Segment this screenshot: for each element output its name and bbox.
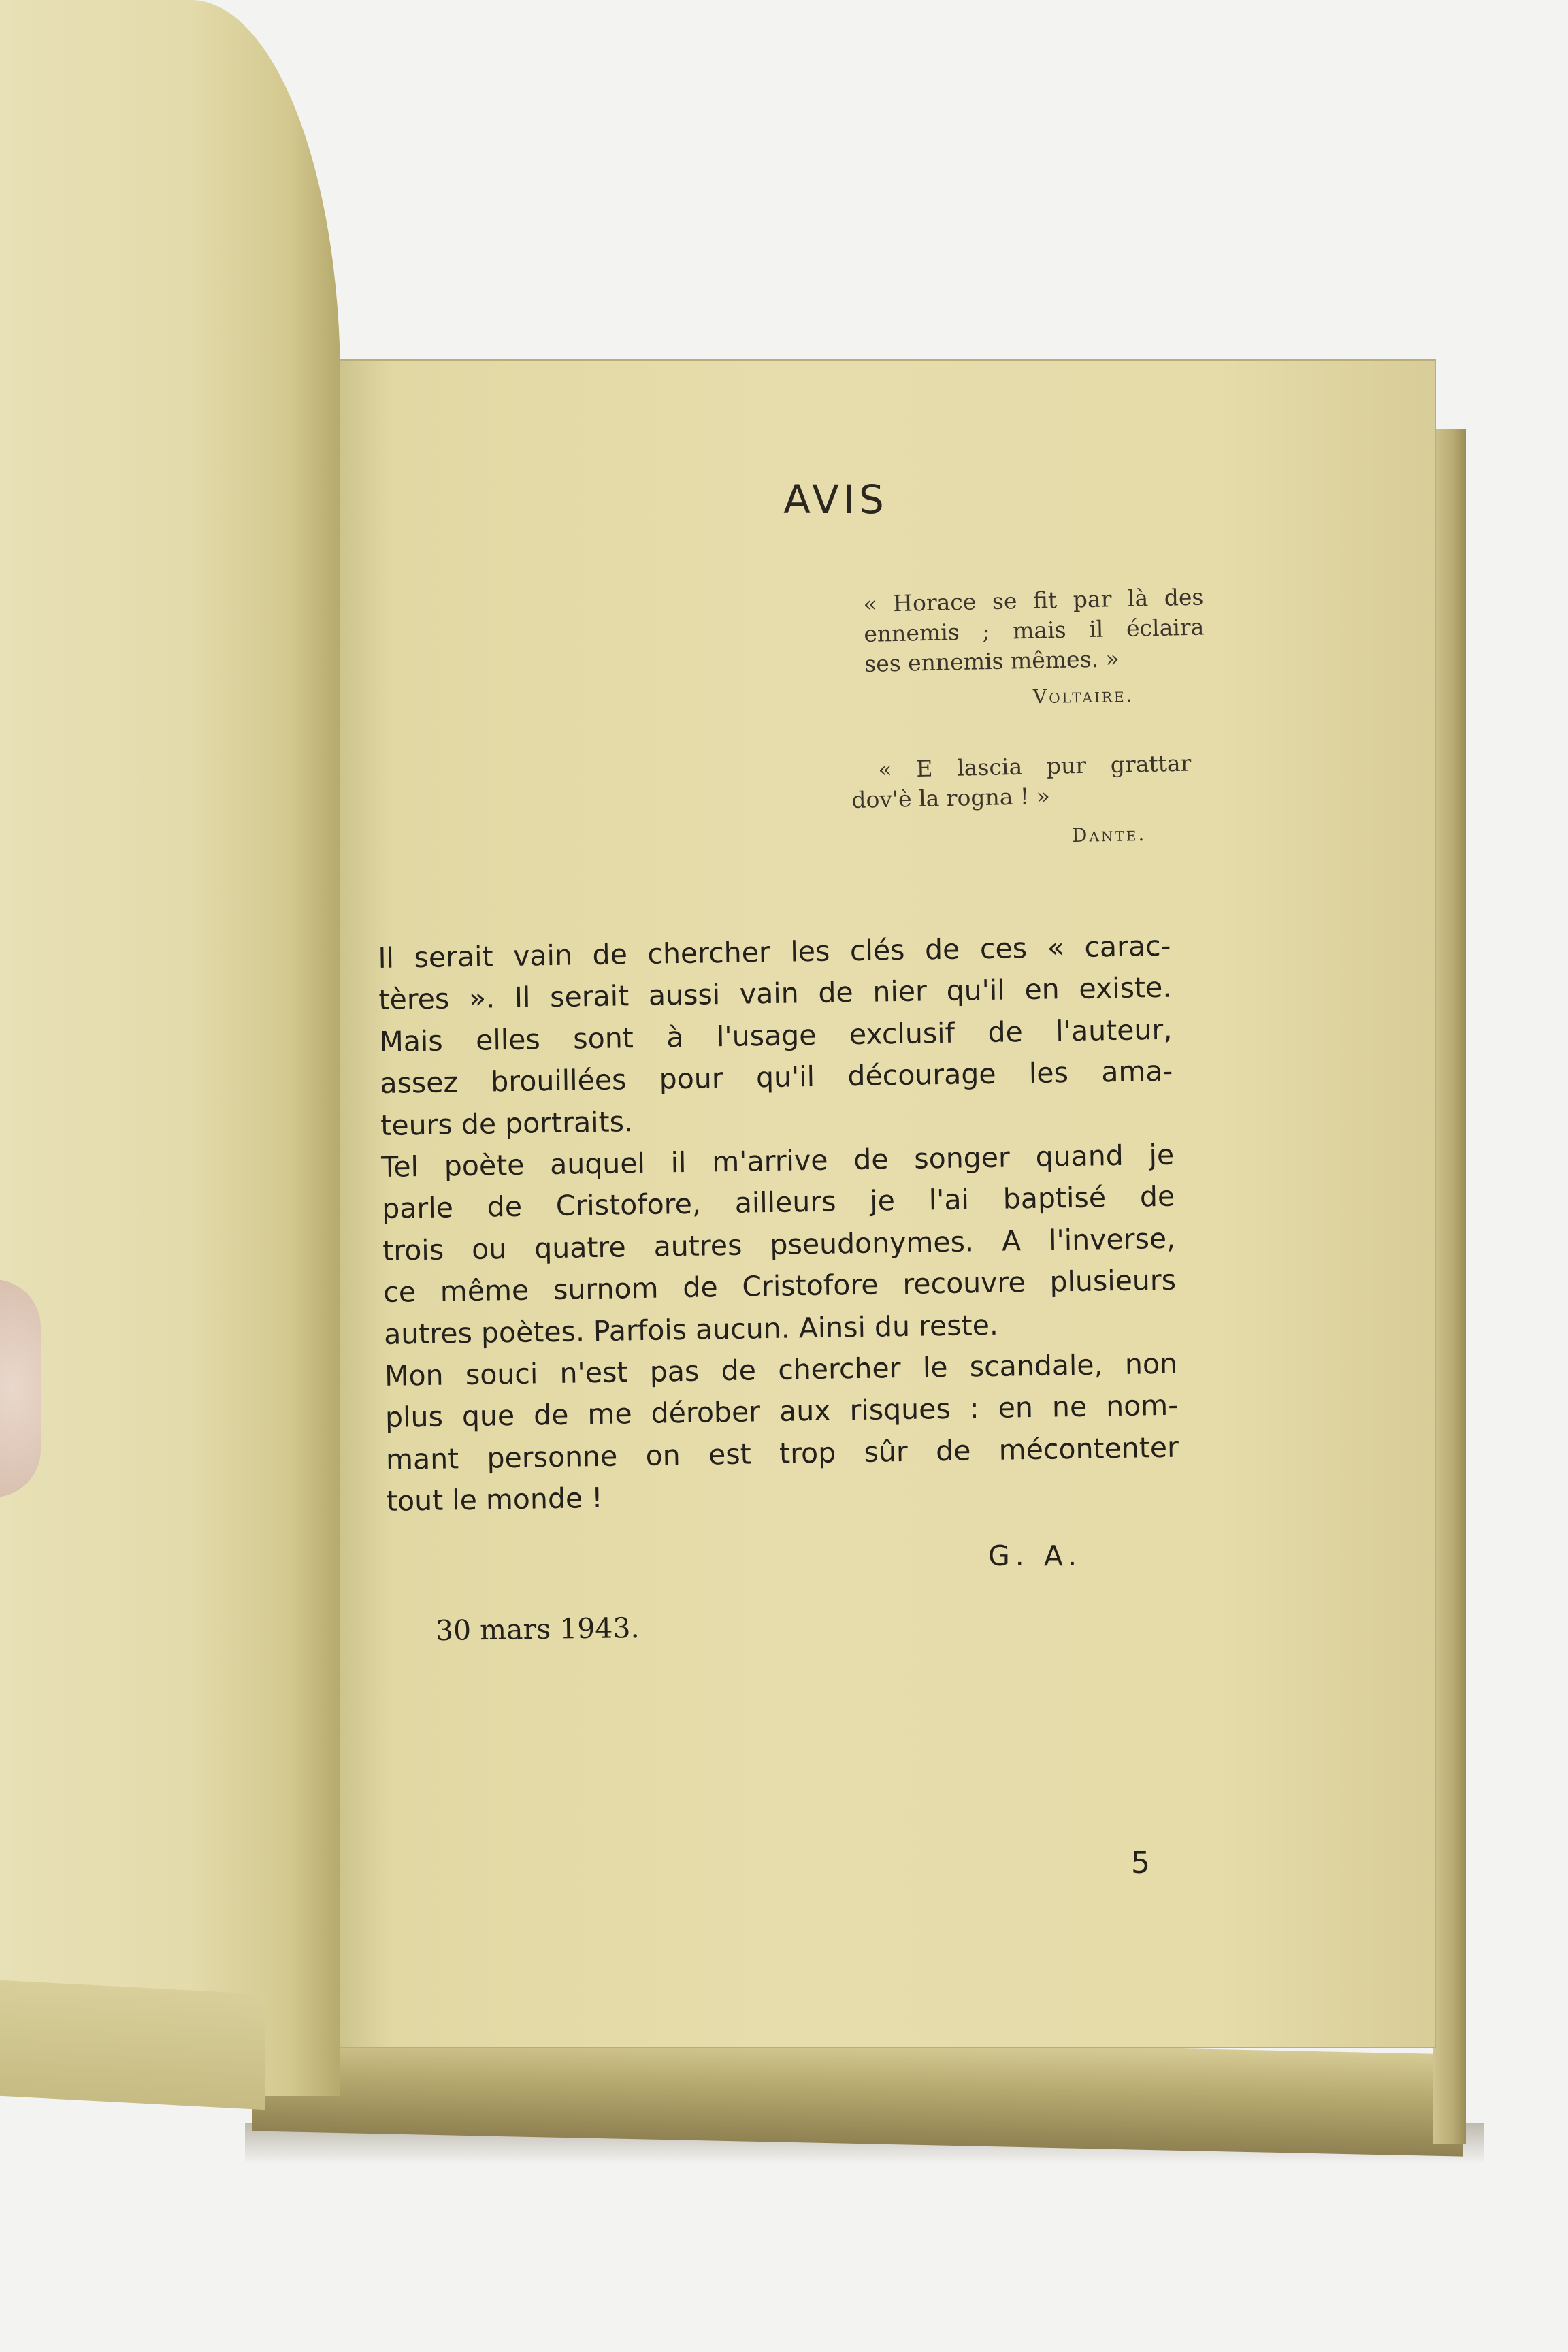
body-line: autres poètes. Parfois aucun. Ainsi du reste. xyxy=(383,1308,999,1351)
body-line: teurs de portraits. xyxy=(380,1105,634,1142)
body-line: Tel poète auquel il m'arrive de songer quand je xyxy=(380,1138,1175,1183)
body-line: Mais elles sont à l'usage exclusif de l'auteur, xyxy=(379,1013,1173,1058)
thumb xyxy=(0,1279,41,1497)
epigraph-line: « Horace se fit par là des xyxy=(863,583,1204,617)
date: 30 mars 1943. xyxy=(435,1611,640,1648)
epigraph-line: « E lascia pur grattar xyxy=(878,749,1192,783)
epigraph-line: dov'è la rogna ! » xyxy=(851,782,1051,813)
page-title: AVIS xyxy=(783,476,888,523)
page-number: 5 xyxy=(1131,1846,1150,1880)
epigraph-line: ses ennemis mêmes. » xyxy=(864,645,1120,677)
epigraph-attribution: Voltaire. xyxy=(1032,683,1134,708)
left-page xyxy=(0,0,340,2096)
body-line: ce même surnom de Cristofore recouvre plusieurs xyxy=(382,1263,1177,1309)
body-line: Mon souci n'est pas de chercher le scandale, non xyxy=(384,1347,1178,1392)
body-line: Il serait vain de chercher les clés de ces « carac- xyxy=(378,929,1171,975)
book-fore-edge xyxy=(1433,429,1466,2144)
body-line: mant personne on est trop sûr de mécontenter xyxy=(385,1431,1179,1476)
body-line: plus que de me dérober aux risques : en ne nom- xyxy=(385,1389,1179,1435)
body-line: trois ou quatre autres pseudonymes. A l'inverse, xyxy=(382,1222,1176,1267)
body-line: tères ». Il serait aussi vain de nier qu'il en existe. xyxy=(378,971,1172,1017)
left-page-fold xyxy=(0,1980,265,2110)
body-line: parle de Cristofore, ailleurs je l'ai baptisé de xyxy=(381,1180,1175,1226)
epigraph-attribution: Dante. xyxy=(1071,823,1147,847)
epigraph-line: ennemis ; mais il éclaira xyxy=(863,613,1205,647)
body-line: tout le monde ! xyxy=(386,1482,603,1518)
epigraph-voltaire xyxy=(863,583,1205,679)
body-line: assez brouillées pour qu'il décourage les ama- xyxy=(379,1054,1173,1100)
author-initials: G. A. xyxy=(988,1539,1083,1572)
epigraph-dante xyxy=(851,749,1192,815)
body-text xyxy=(378,926,1179,1523)
